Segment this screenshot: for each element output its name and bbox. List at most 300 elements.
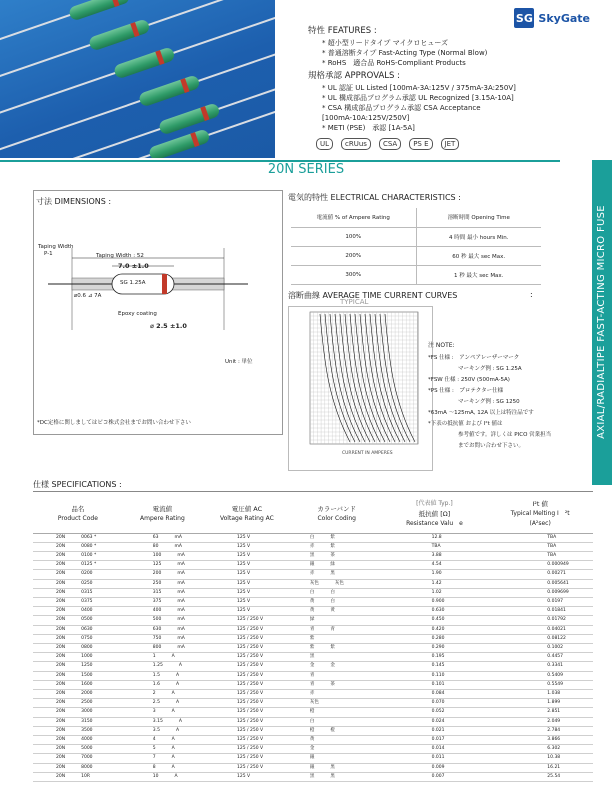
spec-header-color-en: Color Coding	[317, 514, 356, 522]
spec-series: 20N	[56, 700, 66, 706]
spec-row	[33, 643, 593, 652]
feature-item: * 超小型リードタイプ マイクロヒューズ	[322, 39, 448, 47]
spec-amp-unit: mA	[177, 617, 185, 623]
elec-time: 1 秒 最大 sec Max.	[416, 265, 541, 284]
logo-name: SkyGate	[538, 11, 590, 25]
spec-amp-value: 1.6	[152, 681, 160, 687]
spec-series: 20N	[56, 571, 66, 577]
elec-header-rating: 電流値 % of Ampere Rating	[291, 208, 416, 227]
spec-star: *	[92, 552, 97, 558]
elec-rating: 200%	[291, 246, 416, 265]
spec-row	[33, 708, 593, 717]
spec-volt: 125 / 250 V	[202, 754, 292, 763]
spec-i2t: 0.5409	[487, 671, 593, 680]
spec-color-2: 白	[330, 598, 335, 604]
spec-color	[292, 542, 382, 551]
spec-amp-unit: mA	[174, 534, 182, 540]
spec-code	[33, 745, 123, 754]
spec-amp	[123, 772, 202, 781]
spec-i2t: TBA	[487, 551, 593, 560]
spec-number: 0080	[81, 543, 93, 549]
elec-rating: 300%	[291, 265, 416, 284]
approvals-heading: 規格承認 APPROVALS :	[308, 71, 400, 81]
spec-series: 20N	[56, 672, 66, 678]
spec-color-1: 黄	[309, 598, 315, 604]
note-line: *FSW 仕様 : 250V (500mA-5A)	[428, 377, 510, 383]
spec-resistance: 0.630	[382, 607, 488, 616]
spec-series: 20N	[56, 598, 66, 604]
spec-i2t: 1.899	[487, 699, 593, 708]
spec-volt: 125 / 250 V	[202, 726, 292, 735]
spec-header-res-en: Resistance Valu e	[406, 519, 463, 527]
spec-number: 0315	[81, 589, 93, 595]
spec-number: 2500	[81, 700, 93, 706]
spec-amp-unit: A	[171, 736, 175, 742]
spec-number: 1250	[81, 663, 93, 669]
spec-resistance: TBA	[382, 542, 488, 551]
spec-resistance: 0.014	[382, 745, 488, 754]
curves-title: 溶断曲線 AVERAGE TIME CURRENT CURVES	[288, 291, 458, 300]
spec-amp-unit: A	[171, 709, 175, 715]
spec-i2t: TBA	[487, 533, 593, 542]
note-line: *下表の抵抗値 および I²t 値は	[428, 421, 503, 427]
spec-number: 8000	[81, 764, 93, 770]
spec-amp-unit: A	[171, 755, 175, 761]
spec-i2t: 16.21	[487, 763, 593, 772]
approvals-section	[308, 71, 516, 133]
spec-volt: 125 V	[202, 772, 292, 781]
spec-amp-value: 63	[152, 534, 159, 540]
approval-item: [100mA-10A:125V/250V]	[322, 114, 410, 122]
elec-time: 60 秒 最大 sec Max.	[416, 246, 541, 265]
dimensions-title: 寸法 DIMENSIONS :	[36, 197, 112, 206]
spec-series: 20N	[56, 681, 66, 687]
spec-row	[33, 735, 593, 744]
spec-volt: 125 / 250 V	[202, 680, 292, 689]
notes-section	[428, 340, 551, 452]
series-title: 20N SERIES	[267, 162, 345, 177]
spec-i2t: 1.038	[487, 689, 593, 698]
spec-amp	[123, 643, 202, 652]
spec-color-1: 白	[309, 718, 315, 724]
spec-code	[33, 551, 123, 560]
spec-amp-value: 200	[152, 571, 162, 577]
spec-header-i2t-en: Typical Melting I ²t	[510, 509, 570, 517]
spec-code	[33, 570, 123, 579]
spec-star: *	[92, 543, 97, 549]
spec-number: 1000	[81, 654, 93, 660]
spec-number: 5000	[81, 746, 93, 752]
spec-color	[292, 607, 382, 616]
spec-number: 3000	[81, 709, 93, 715]
spec-color	[292, 634, 382, 643]
spec-code	[33, 634, 123, 643]
specifications-title: 仕様 SPECIFICATIONS :	[33, 480, 122, 489]
note-line: 参考値です。詳しくは PICO 営業担当	[458, 432, 552, 438]
spec-volt: 125 V	[202, 561, 292, 570]
dim-label-fuse-mark: SG 1.25A	[120, 280, 146, 286]
spec-i2t: 0.009699	[487, 588, 593, 597]
features-list	[308, 38, 487, 68]
electrical-table	[291, 208, 541, 285]
spec-amp	[123, 763, 202, 772]
spec-resistance: 12.8	[382, 533, 488, 542]
spec-amp-value: 315	[152, 589, 162, 595]
spec-volt: 125 / 250 V	[202, 671, 292, 680]
spec-color-1: 黄	[309, 736, 315, 742]
spec-color	[292, 561, 382, 570]
spec-color-1: 灰色	[309, 700, 319, 706]
spec-header-code	[33, 495, 123, 533]
spec-number: 1600	[81, 681, 93, 687]
spec-row	[33, 607, 593, 616]
dim-label-body-length: 7.0 ±1.0	[118, 262, 149, 270]
spec-header-amp	[123, 495, 202, 533]
spec-color-1: 黒	[309, 654, 315, 660]
spec-header-code-en: Product Code	[57, 514, 98, 522]
spec-header-amp-en: Ampere Rating	[140, 514, 185, 522]
features-heading: 特性 FEATURES :	[308, 26, 377, 36]
spec-amp-value: 10	[152, 773, 159, 779]
spec-amp-unit: A	[171, 764, 175, 770]
spec-amp	[123, 735, 202, 744]
spec-amp-value: 125	[152, 562, 162, 568]
dimensions-drawing	[48, 240, 248, 344]
spec-i2t: 0.08122	[487, 634, 593, 643]
spec-resistance: 0.007	[382, 772, 488, 781]
spec-code	[33, 717, 123, 726]
spec-color	[292, 754, 382, 763]
spec-volt: 125 / 250 V	[202, 708, 292, 717]
spec-header-i2t	[487, 495, 593, 533]
spec-resistance: 0.900	[382, 597, 488, 606]
spec-row	[33, 763, 593, 772]
curves-x-label: CURRENT IN AMPERES	[342, 451, 393, 456]
spec-series: 20N	[56, 755, 66, 761]
spec-i2t: 0.1002	[487, 643, 593, 652]
spec-color	[292, 699, 382, 708]
spec-series: 20N	[56, 552, 66, 558]
spec-number: 0630	[81, 626, 93, 632]
note-line: *PS 仕様 : プロテクター仕様	[428, 388, 504, 394]
spec-resistance: 1.02	[382, 588, 488, 597]
spec-series: 20N	[56, 736, 66, 742]
spec-amp-value: 5	[152, 746, 156, 752]
spec-resistance: 0.145	[382, 662, 488, 671]
spec-color-2: 紫	[330, 644, 335, 650]
spec-i2t: 0.00271	[487, 570, 593, 579]
spec-series: 20N	[56, 534, 66, 540]
spec-color-1: 金	[309, 663, 315, 669]
spec-row	[33, 616, 593, 625]
spec-i2t: 3.866	[487, 735, 593, 744]
spec-resistance: 0.017	[382, 735, 488, 744]
spec-amp-value: 3	[152, 709, 156, 715]
curves-typical-label: TYPICAL	[340, 298, 369, 306]
spec-amp-value: 3.5	[152, 727, 160, 733]
spec-color	[292, 708, 382, 717]
spec-row	[33, 579, 593, 588]
spec-series: 20N	[56, 773, 66, 779]
spec-color-1: 赤	[309, 571, 315, 577]
spec-row	[33, 533, 593, 542]
spec-color	[292, 735, 382, 744]
spec-color-1: 紫	[309, 644, 315, 650]
spec-row	[33, 588, 593, 597]
spec-color-2: 緑	[330, 562, 335, 568]
elec-header-time: 溶断時間 Opening Time	[416, 208, 541, 227]
spec-i2t: 2.784	[487, 726, 593, 735]
fuse-color-band	[162, 274, 167, 294]
spec-i2t: 2.049	[487, 717, 593, 726]
spec-resistance: 0.009	[382, 763, 488, 772]
spec-i2t: 6.302	[487, 745, 593, 754]
spec-color-1: 黒	[309, 552, 315, 558]
spec-color	[292, 680, 382, 689]
spec-resistance: 4.54	[382, 561, 488, 570]
spec-amp-unit: mA	[177, 626, 185, 632]
approval-item: * UL 認証 UL Listed [100mA-3A:125V / 375mA-3A:250V]	[322, 84, 516, 92]
spec-color	[292, 533, 382, 542]
spec-amp	[123, 671, 202, 680]
spec-i2t: 0.5549	[487, 680, 593, 689]
spec-row	[33, 745, 593, 754]
spec-code	[33, 772, 123, 781]
spec-series: 20N	[56, 690, 66, 696]
spec-number: 0375	[81, 598, 93, 604]
cert-logo: PS E	[409, 138, 432, 150]
spec-resistance: 0.195	[382, 653, 488, 662]
elec-row	[291, 265, 541, 284]
spec-volt: 125 / 250 V	[202, 634, 292, 643]
spec-row	[33, 570, 593, 579]
spec-header-color-jp: カラーバンド	[317, 504, 357, 513]
spec-star: *	[92, 562, 97, 568]
spec-volt: 125 V	[202, 607, 292, 616]
spec-number: 2000	[81, 690, 93, 696]
spec-volt: 125 V	[202, 570, 292, 579]
spec-series: 20N	[56, 635, 66, 641]
spec-resistance: 0.101	[382, 680, 488, 689]
spec-volt: 125 V	[202, 542, 292, 551]
spec-amp-value: 1.25	[152, 663, 163, 669]
spec-row	[33, 653, 593, 662]
spec-amp	[123, 579, 202, 588]
spec-resistance: 0.011	[382, 754, 488, 763]
spec-amp-unit: A	[171, 690, 175, 696]
note-line: *FS 仕様 : アンペアレーザーマーク	[428, 355, 520, 361]
spec-amp-value: 630	[152, 626, 162, 632]
spec-i2t: 0.005641	[487, 579, 593, 588]
spec-series: 20N	[56, 589, 66, 595]
time-current-curve-graph	[300, 310, 422, 452]
spec-color-2: 黒	[330, 773, 335, 779]
spec-amp-unit: A	[175, 672, 180, 678]
spec-number: 3150	[81, 718, 93, 724]
cert-logo: JET	[441, 138, 460, 150]
spec-resistance: 0.450	[382, 616, 488, 625]
spec-amp-unit: mA	[177, 608, 185, 614]
spec-amp-value: 375	[152, 598, 162, 604]
spec-row	[33, 726, 593, 735]
spec-amp	[123, 588, 202, 597]
spec-color-2: 青	[330, 626, 335, 632]
side-banner-text: AXIAL/RADIALTIPE FAST-ACTING MICRO FUSE	[596, 205, 607, 439]
dim-label-pitch: P-1	[44, 251, 53, 257]
feature-item: * 普通溶断タイプ Fast-Acting Type (Normal Blow)	[322, 49, 488, 57]
specifications-table	[33, 495, 593, 782]
spec-volt: 125 / 250 V	[202, 745, 292, 754]
spec-row	[33, 634, 593, 643]
electrical-title: 電気的特性 ELECTRICAL CHARACTERISTICS :	[288, 193, 461, 202]
spec-resistance: 0.280	[382, 634, 488, 643]
features-section	[308, 26, 487, 68]
spec-amp-unit: A	[178, 718, 182, 724]
spec-code	[33, 588, 123, 597]
spec-header-res-jp: 抵抗値 [Ω]	[418, 509, 451, 518]
dim-label-lead-diameter: ⌀0.6 ⊿ 7A	[74, 293, 102, 299]
spec-color-1: 赤	[309, 543, 315, 549]
spec-volt: 125 / 250 V	[202, 735, 292, 744]
spec-amp-unit: mA	[177, 580, 185, 586]
dim-label-epoxy: Epoxy coating	[118, 311, 157, 317]
photo-fuse	[113, 66, 118, 79]
spec-amp	[123, 607, 202, 616]
spec-amp	[123, 597, 202, 606]
elec-row	[291, 227, 541, 246]
dimensions-unit: Unit : 単位	[225, 359, 253, 365]
spec-header-i2t-unit: (A²sec)	[529, 519, 551, 527]
spec-amp-unit: mA	[174, 543, 182, 549]
spec-amp-value: 3.15	[152, 718, 163, 724]
spec-star: *	[92, 534, 97, 540]
curves-colon: :	[530, 290, 533, 299]
spec-amp-value: 250	[152, 580, 162, 586]
spec-code	[33, 542, 123, 551]
spec-amp	[123, 561, 202, 570]
spec-series: 20N	[56, 663, 66, 669]
spec-amp	[123, 689, 202, 698]
spec-number: 10R	[81, 773, 90, 779]
spec-code	[33, 607, 123, 616]
dim-label-body-diameter: ⌀ 2.5 ±1.0	[150, 322, 187, 330]
dim-label-taping-width: Taping Width : 52	[96, 253, 144, 259]
spec-amp	[123, 551, 202, 560]
spec-row	[33, 662, 593, 671]
spec-color	[292, 717, 382, 726]
photo-fuse	[148, 148, 153, 158]
elec-time: 4 時間 最小 hours Min.	[416, 227, 541, 246]
spec-resistance: 0.420	[382, 625, 488, 634]
spec-color-1: 黒	[309, 773, 315, 779]
spec-i2t: 25.54	[487, 772, 593, 781]
spec-color-2: 紫	[330, 543, 335, 549]
photo-fuse	[88, 38, 93, 51]
spec-header-i2t-jp: I²t 値	[532, 499, 548, 508]
spec-amp	[123, 542, 202, 551]
spec-amp-value: 2	[152, 690, 156, 696]
spec-volt: 125 / 250 V	[202, 653, 292, 662]
spec-i2t: 0.3341	[487, 662, 593, 671]
spec-color	[292, 671, 382, 680]
spec-number: 0100	[81, 552, 93, 558]
spec-color-2: 金	[330, 663, 335, 669]
spec-color-1: 金	[309, 746, 315, 752]
spec-color-1: 緑	[309, 617, 315, 623]
product-photo	[0, 0, 275, 158]
spec-resistance: 0.021	[382, 726, 488, 735]
spec-amp	[123, 717, 202, 726]
elec-row	[291, 246, 541, 265]
spec-amp-unit: mA	[177, 589, 185, 595]
note-line: マーキング例 : SG 1.25A	[458, 366, 522, 372]
spec-color-1: 灰色	[309, 580, 319, 586]
spec-color-1: 白	[309, 589, 315, 595]
spec-i2t: 0.0197	[487, 597, 593, 606]
spec-resistance: 0.070	[382, 699, 488, 708]
spec-i2t: 0.01792	[487, 616, 593, 625]
spec-color-2: 茶	[330, 552, 335, 558]
spec-color-2: 紫	[330, 534, 335, 540]
spec-number: 0800	[81, 644, 93, 650]
spec-code	[33, 726, 123, 735]
spec-amp	[123, 754, 202, 763]
spec-color	[292, 551, 382, 560]
spec-amp-value: 100	[152, 552, 162, 558]
spec-color-2: 茶	[330, 681, 335, 687]
spec-series: 20N	[56, 718, 66, 724]
spec-code	[33, 533, 123, 542]
spec-row	[33, 625, 593, 634]
photo-fuse	[158, 122, 163, 135]
spec-amp-value: 1	[152, 654, 156, 660]
cert-logo: cRUus	[341, 138, 371, 150]
spec-i2t: TBA	[487, 542, 593, 551]
spec-amp-unit: mA	[177, 552, 185, 558]
spec-row	[33, 717, 593, 726]
spec-amp	[123, 570, 202, 579]
spec-code	[33, 708, 123, 717]
logo-mark: SG	[514, 8, 534, 28]
spec-header-resistance	[382, 495, 488, 533]
spec-amp-unit: A	[171, 654, 175, 660]
spec-amp-value: 7	[152, 755, 156, 761]
spec-code	[33, 597, 123, 606]
spec-amp	[123, 653, 202, 662]
notes-heading: 注 NOTE:	[428, 342, 455, 349]
spec-row	[33, 542, 593, 551]
spec-series: 20N	[56, 543, 66, 549]
spec-amp	[123, 745, 202, 754]
spec-number: 0250	[81, 580, 93, 586]
spec-series: 20N	[56, 746, 66, 752]
spec-amp	[123, 662, 202, 671]
spec-resistance: 0.290	[382, 643, 488, 652]
spec-amp	[123, 726, 202, 735]
spec-row	[33, 699, 593, 708]
approval-item: * CSA 構成部品プログラム承認 CSA Acceptance	[322, 104, 481, 112]
spec-amp	[123, 680, 202, 689]
spec-i2t: 2.851	[487, 708, 593, 717]
spec-number: 4000	[81, 736, 93, 742]
spec-amp-unit: mA	[177, 562, 185, 568]
spec-color	[292, 745, 382, 754]
spec-amp-unit: mA	[177, 598, 185, 604]
spec-row	[33, 680, 593, 689]
spec-number: 1500	[81, 672, 93, 678]
spec-code	[33, 763, 123, 772]
spec-color-1: 青	[309, 681, 315, 687]
